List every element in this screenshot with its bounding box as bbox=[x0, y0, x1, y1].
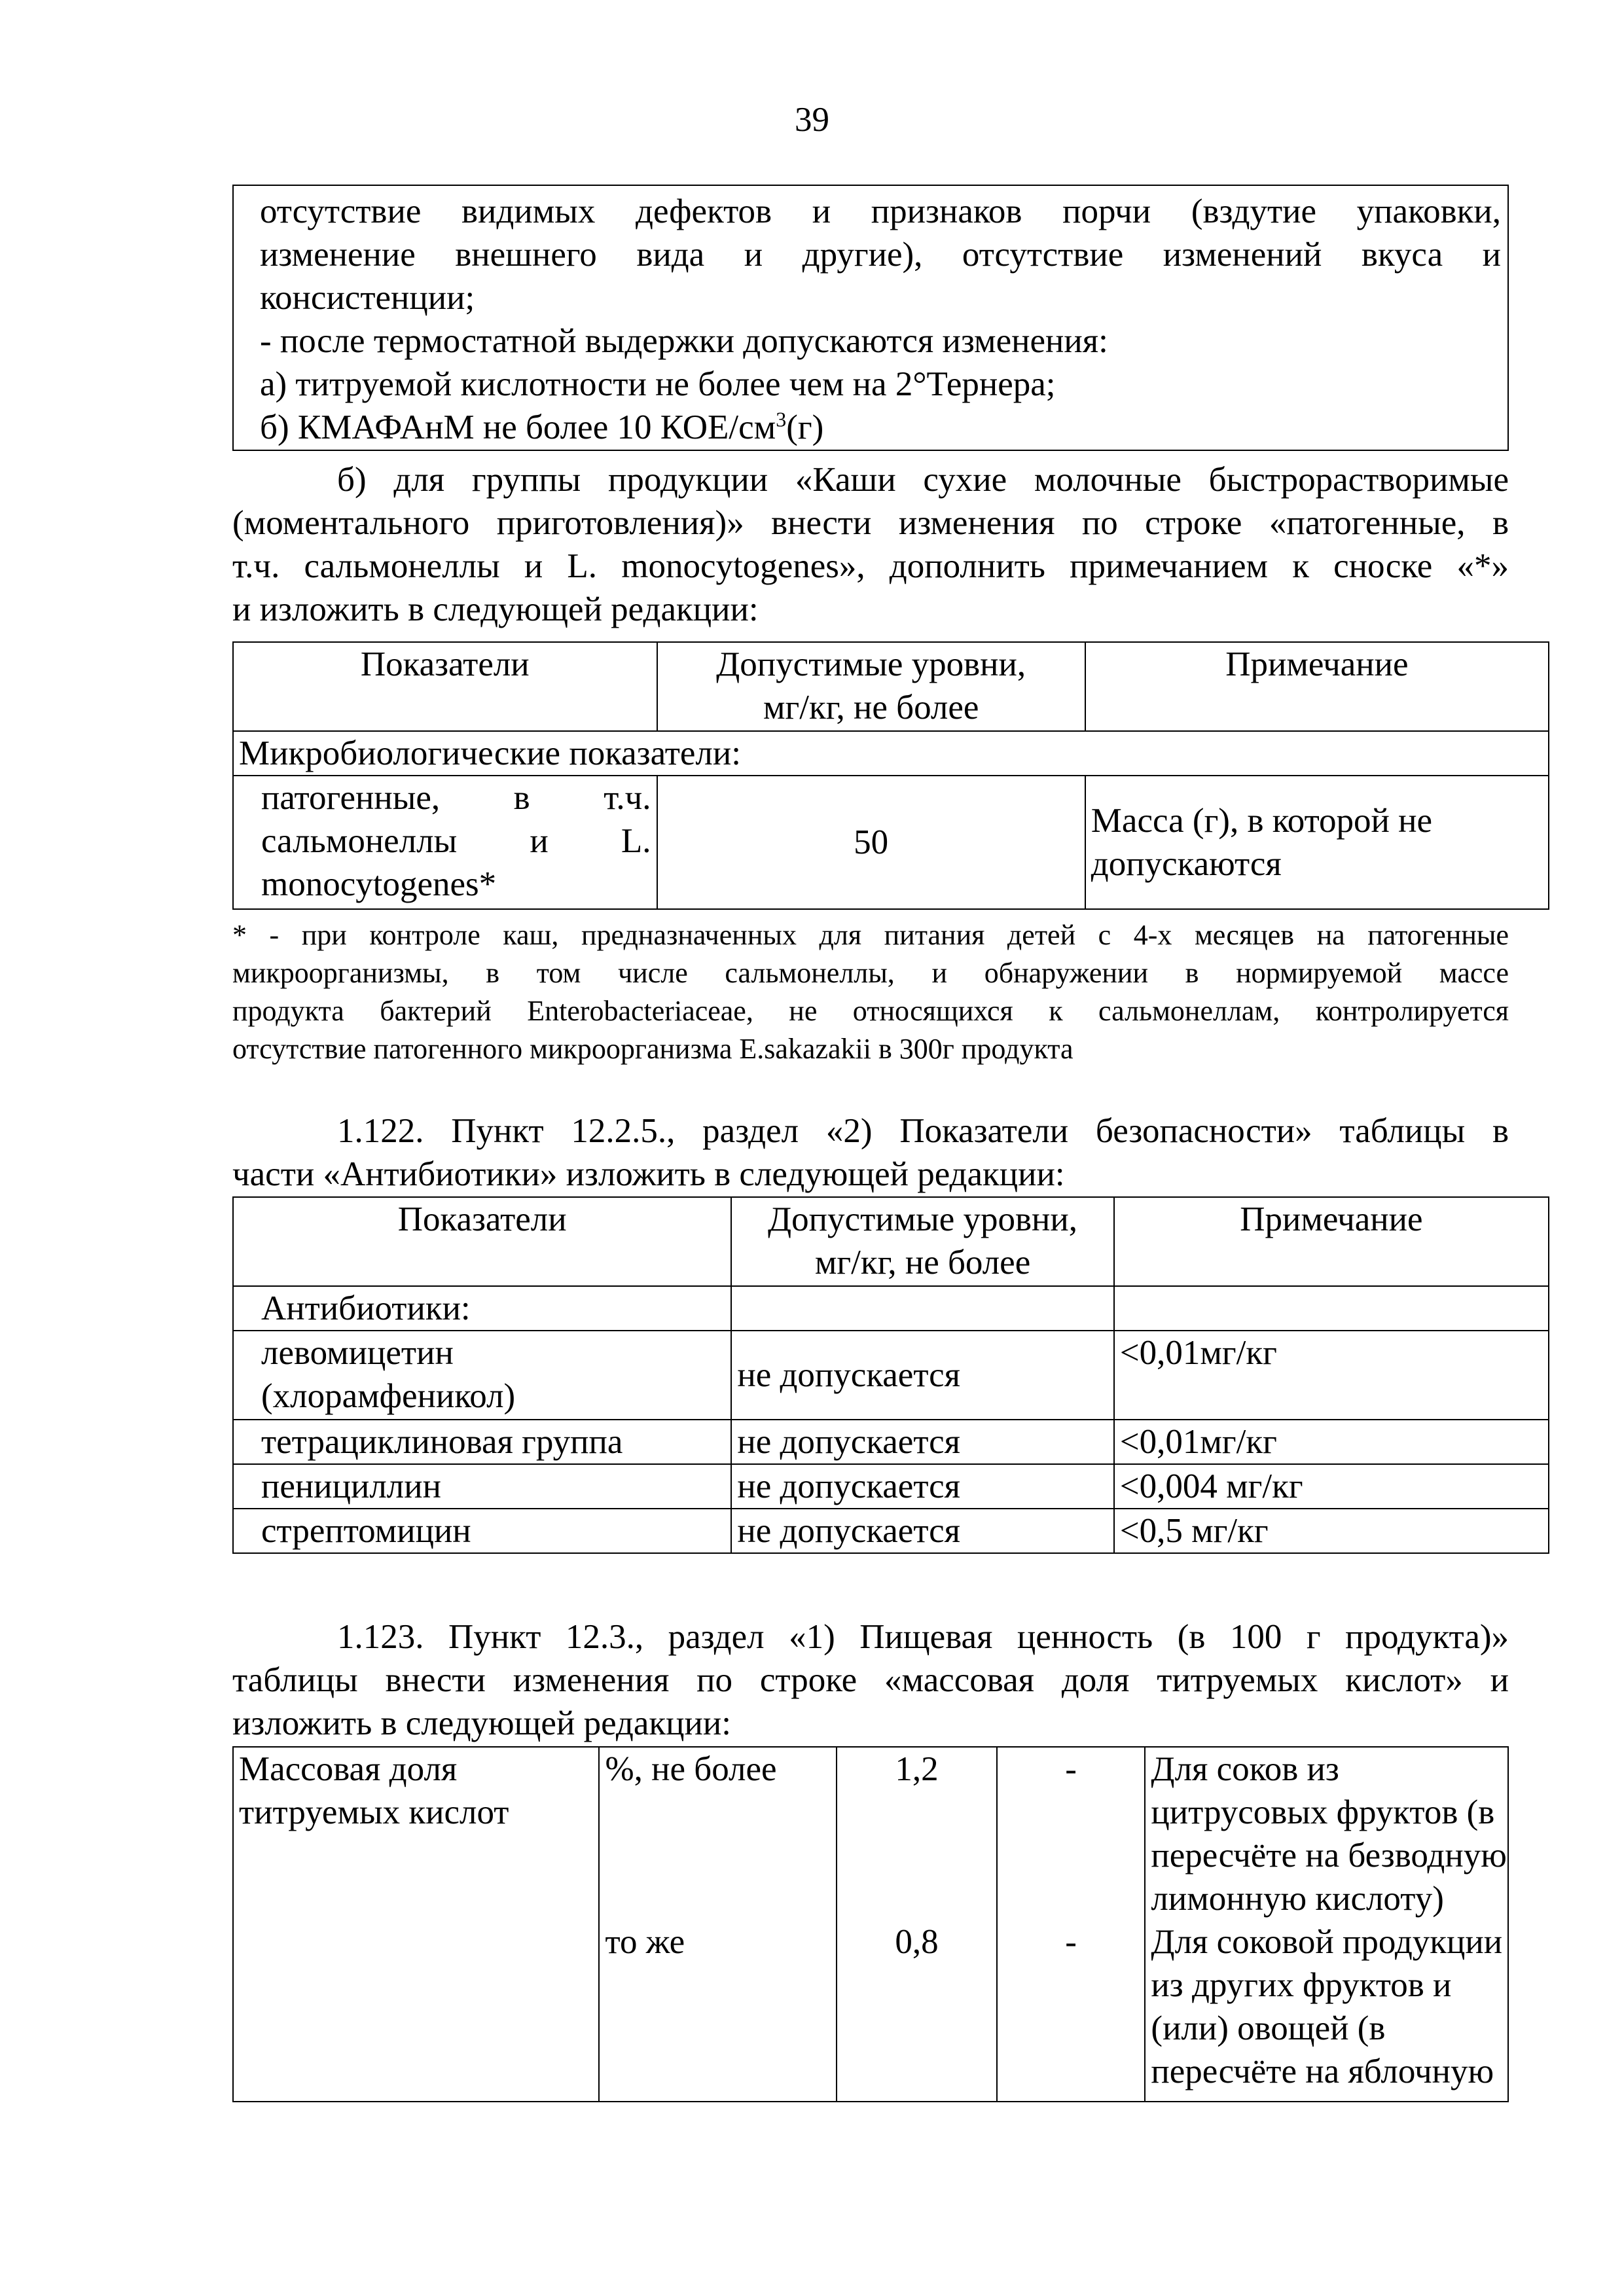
footnote-line: отсутствие патогенного микроорганизма E.sakazakii в 300г продукта bbox=[232, 1033, 1074, 1065]
antibiotic-level: не допускается bbox=[731, 1331, 1113, 1420]
antibiotic-name: пенициллин bbox=[233, 1464, 731, 1509]
box-line: а) титруемой кислотности не более чем на 2°Тернера; bbox=[260, 365, 1056, 403]
section-row: Микробиологические показатели: bbox=[233, 731, 1549, 776]
kmafanm-unit: (г) bbox=[786, 408, 824, 446]
header-indicator: Показатели bbox=[233, 1197, 731, 1286]
antibiotic-name-line: левомицетин bbox=[261, 1334, 454, 1372]
paragraph-1-122 bbox=[232, 1109, 1509, 1196]
acid-value: 1,2 bbox=[895, 1750, 939, 1788]
dash-cell bbox=[997, 1747, 1146, 2102]
header-levels bbox=[657, 642, 1085, 731]
level-cell: 50 bbox=[657, 776, 1085, 909]
paragraph-1-123 bbox=[232, 1615, 1509, 1745]
header-levels-line: Допустимые уровни, bbox=[768, 1200, 1078, 1238]
acidity-table bbox=[232, 1746, 1509, 2102]
paragraph-line: 1.122. Пункт 12.2.5., раздел «2) Показатели безопасности» таблицы в bbox=[337, 1112, 1509, 1150]
note-line: (или) овощей (в bbox=[1151, 2009, 1386, 2047]
antibiotic-name bbox=[233, 1331, 731, 1420]
indicator-line: титруемых кислот bbox=[239, 1793, 509, 1831]
note-line: допускаются bbox=[1091, 845, 1282, 883]
section-cell: Антибиотики: bbox=[233, 1286, 731, 1331]
indicator-line: monocytogenes* bbox=[261, 865, 497, 903]
antibiotic-level: не допускается bbox=[731, 1464, 1113, 1509]
paragraph-line: 1.123. Пункт 12.3., раздел «1) Пищевая ценность (в 100 г продукта)» bbox=[337, 1618, 1509, 1656]
indicator-cell bbox=[233, 776, 657, 909]
footnote-line: продукта бактерий Enterobacteriaceae, не относящихся к сальмонеллам, контролируется bbox=[232, 995, 1509, 1027]
unit-cell bbox=[599, 1747, 837, 2102]
unit-value: то же bbox=[605, 1923, 685, 1961]
note-line: лимонную кислоту) bbox=[1151, 1880, 1444, 1918]
indicator-line: сальмонеллы и L. bbox=[261, 822, 651, 860]
header-note: Примечание bbox=[1114, 1197, 1549, 1286]
kmafanm-text: б) КМАФАнМ не более 10 КОЕ/см bbox=[260, 408, 776, 446]
note-line: пересчёте на безводную bbox=[1151, 1837, 1507, 1874]
header-indicator: Показатели bbox=[233, 642, 657, 731]
footnote-line: * - при контроле каш, предназначенных для питания детей с 4-х месяцев на патогенные bbox=[232, 919, 1509, 951]
box-line: изменение внешнего вида и другие), отсутствие изменений вкуса и bbox=[260, 236, 1501, 274]
header-levels-line: мг/кг, не более bbox=[814, 1244, 1031, 1282]
dash: - bbox=[1065, 1923, 1077, 1961]
antibiotic-level: не допускается bbox=[731, 1420, 1113, 1464]
note-line: Для соков из bbox=[1151, 1750, 1339, 1788]
paragraph-line: части «Антибиотики» изложить в следующей редакции: bbox=[232, 1155, 1065, 1193]
note-line: пересчёте на яблочную bbox=[1151, 2053, 1494, 2090]
indicator-cell bbox=[233, 1747, 599, 2102]
paragraph-line: таблицы внести изменения по строке «массовая доля титруемых кислот» и bbox=[232, 1661, 1509, 1699]
unit-value: %, не более bbox=[605, 1750, 777, 1788]
value-cell bbox=[837, 1747, 997, 2102]
antibiotic-level: не допускается bbox=[731, 1509, 1113, 1553]
superscript: 3 bbox=[776, 407, 787, 431]
indicator-line: патогенные, в т.ч. bbox=[261, 779, 651, 817]
note-cell bbox=[1145, 1747, 1508, 2102]
antibiotic-name: тетрациклиновая группа bbox=[233, 1420, 731, 1464]
note-line: из других фруктов и bbox=[1151, 1966, 1452, 2004]
empty-cell bbox=[1114, 1286, 1549, 1331]
note-cell bbox=[1085, 776, 1549, 909]
note-line: Для соковой продукции bbox=[1151, 1923, 1503, 1961]
paragraph-line: б) для группы продукции «Каши сухие молочные быстрорастворимые bbox=[337, 461, 1509, 499]
page-number: 39 bbox=[795, 101, 829, 139]
note-line: Масса (г), в которой не bbox=[1091, 802, 1433, 840]
antibiotic-name-line: (хлорамфеникол) bbox=[261, 1377, 516, 1415]
indicator-line: Массовая доля bbox=[239, 1750, 458, 1788]
empty-cell bbox=[731, 1286, 1113, 1331]
header-levels-line: Допустимые уровни, bbox=[716, 645, 1026, 683]
antibiotic-name: стрептомицин bbox=[233, 1509, 731, 1553]
paragraph-b bbox=[232, 458, 1509, 631]
antibiotics-table bbox=[232, 1196, 1549, 1554]
antibiotic-note: <0,5 мг/кг bbox=[1114, 1509, 1549, 1553]
paragraph-line: изложить в следующей редакции: bbox=[232, 1704, 731, 1742]
paragraph-line: т.ч. сальмонеллы и L. monocytogenes», дополнить примечанием к сноске «*» bbox=[232, 547, 1509, 585]
antibiotic-note: <0,004 мг/кг bbox=[1114, 1464, 1549, 1509]
header-levels bbox=[731, 1197, 1113, 1286]
box-line: отсутствие видимых дефектов и признаков порчи (вздутие упаковки, bbox=[260, 192, 1501, 230]
paragraph-line: и изложить в следующей редакции: bbox=[232, 590, 759, 628]
footnote-line: микроорганизмы, в том числе сальмонеллы, и обнаружении в нормируемой массе bbox=[232, 957, 1509, 989]
box-line: консистенции; bbox=[260, 279, 475, 317]
microbiology-table bbox=[232, 641, 1549, 910]
dash: - bbox=[1065, 1750, 1077, 1788]
box-line-kmafanm bbox=[260, 406, 1501, 449]
antibiotic-note: <0,01мг/кг bbox=[1114, 1331, 1549, 1420]
requirements-box bbox=[232, 185, 1509, 451]
header-note: Примечание bbox=[1085, 642, 1549, 731]
paragraph-line: (моментального приготовления)» внести изменения по строке «патогенные, в bbox=[232, 504, 1509, 542]
header-levels-line: мг/кг, не более bbox=[763, 689, 979, 726]
note-line: цитрусовых фруктов (в bbox=[1151, 1793, 1495, 1831]
antibiotic-note: <0,01мг/кг bbox=[1114, 1420, 1549, 1464]
acid-value: 0,8 bbox=[895, 1923, 939, 1961]
box-line: - после термостатной выдержки допускаются изменения: bbox=[260, 322, 1108, 360]
footnote bbox=[232, 916, 1509, 1068]
